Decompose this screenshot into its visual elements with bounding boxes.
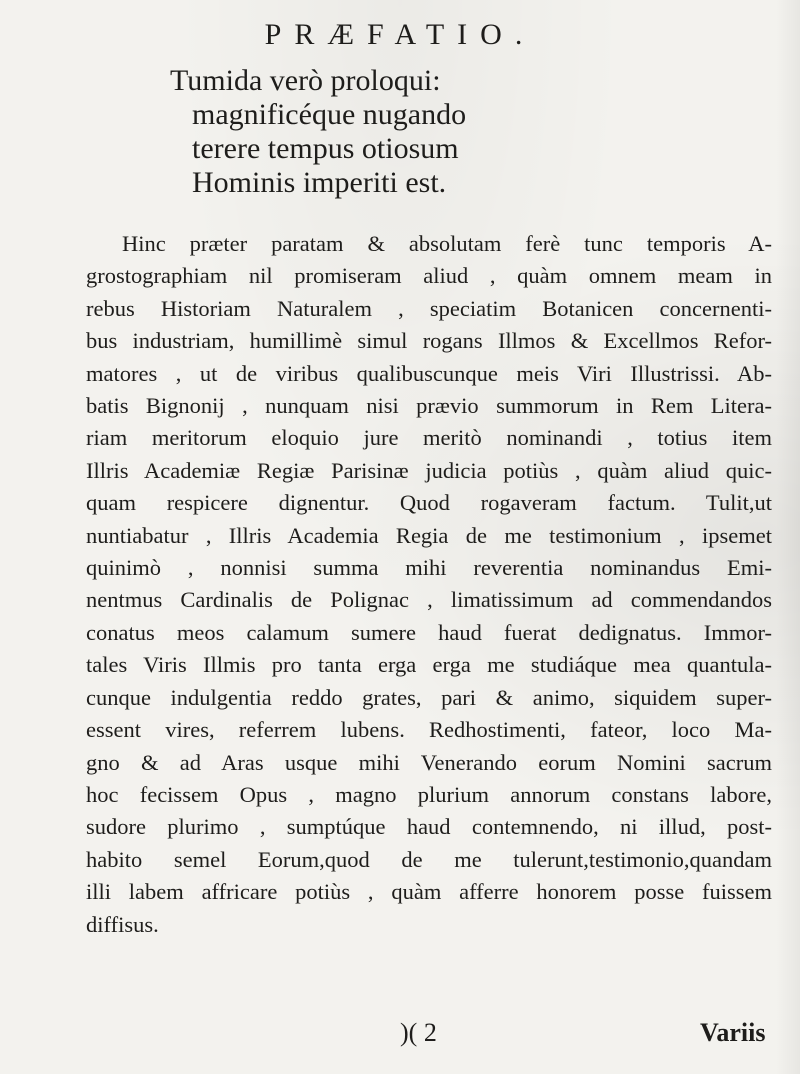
verse-line: Hominis imperiti est. [192, 166, 447, 199]
prose-line: tales Viris Illmis pro tanta erga erga me studiáque mea quantula- [86, 652, 772, 678]
page-footer [0, 1018, 800, 1058]
signature-mark: )( 2 [400, 1018, 437, 1047]
prose-line: bus industriam, humillimè simul rogans Illmos & Excellmos Refor- [86, 328, 772, 354]
prose-line: Illris Academiæ Regiæ Parisinæ judicia potiùs , quàm aliud quic- [86, 457, 772, 483]
prose-line: Hinc præter paratam & absolutam ferè tunc temporis A- [122, 231, 772, 256]
prose-line: hoc fecissem Opus , magno plurium annorum constans labore, [86, 781, 772, 807]
prose-line: sudore plurimo , sumptúque haud contemnendo, ni illud, post- [86, 814, 772, 840]
verse-block [170, 64, 730, 200]
prose-line: diffisus. [86, 911, 159, 937]
prose-line: nentmus Cardinalis de Polignac , limatissimum ad commendandos [86, 587, 772, 613]
prose-line: habito semel Eorum,quod de me tulerunt,testimonio,quandam [86, 846, 772, 872]
prose-paragraph [86, 228, 772, 941]
prose-line: matores , ut de viribus qualibuscunque meis Viri Illustrissi. Ab- [86, 360, 772, 386]
catchword: Variis [700, 1018, 766, 1047]
verse-line: terere tempus otiosum [192, 132, 459, 165]
verse-line: magnificéque nugando [192, 98, 467, 131]
prose-line: illi labem affricare potiùs , quàm afferre honorem posse fuissem [86, 879, 772, 905]
prose-line: quam respicere dignentur. Quod rogaveram factum. Tulit,ut [86, 490, 772, 516]
prose-line: essent vires, referrem lubens. Redhostimenti, fateor, loco Ma- [86, 717, 772, 743]
prose-line: batis Bignonij , nunquam nisi prævio summorum in Rem Litera- [86, 393, 772, 419]
prose-line: cunque indulgentia reddo grates, pari & animo, siquidem super- [86, 684, 772, 710]
prose-line: quinimò , nonnisi summa mihi reverentia nominandus Emi- [86, 555, 772, 581]
prose-line: rebus Historiam Naturalem , speciatim Botanicen concernenti- [86, 295, 772, 321]
page-title: PRÆFATIO. [264, 18, 536, 51]
prose-line: nuntiabatur , Illris Academia Regia de me testimonium , ipsemet [86, 522, 772, 548]
prose-line: riam meritorum eloquio jure meritò nominandi , totius item [86, 425, 772, 451]
prose-line: conatus meos calamum sumere haud fuerat dedignatus. Immor- [86, 619, 772, 645]
page-edge-shadow [776, 0, 800, 1074]
prose-line: gno & ad Aras usque mihi Venerando eorum Nomini sacrum [86, 749, 772, 775]
verse-line: Tumida verò proloqui: [170, 64, 441, 97]
prose-line: grostographiam nil promiseram aliud , quàm omnem meam in [86, 263, 772, 289]
